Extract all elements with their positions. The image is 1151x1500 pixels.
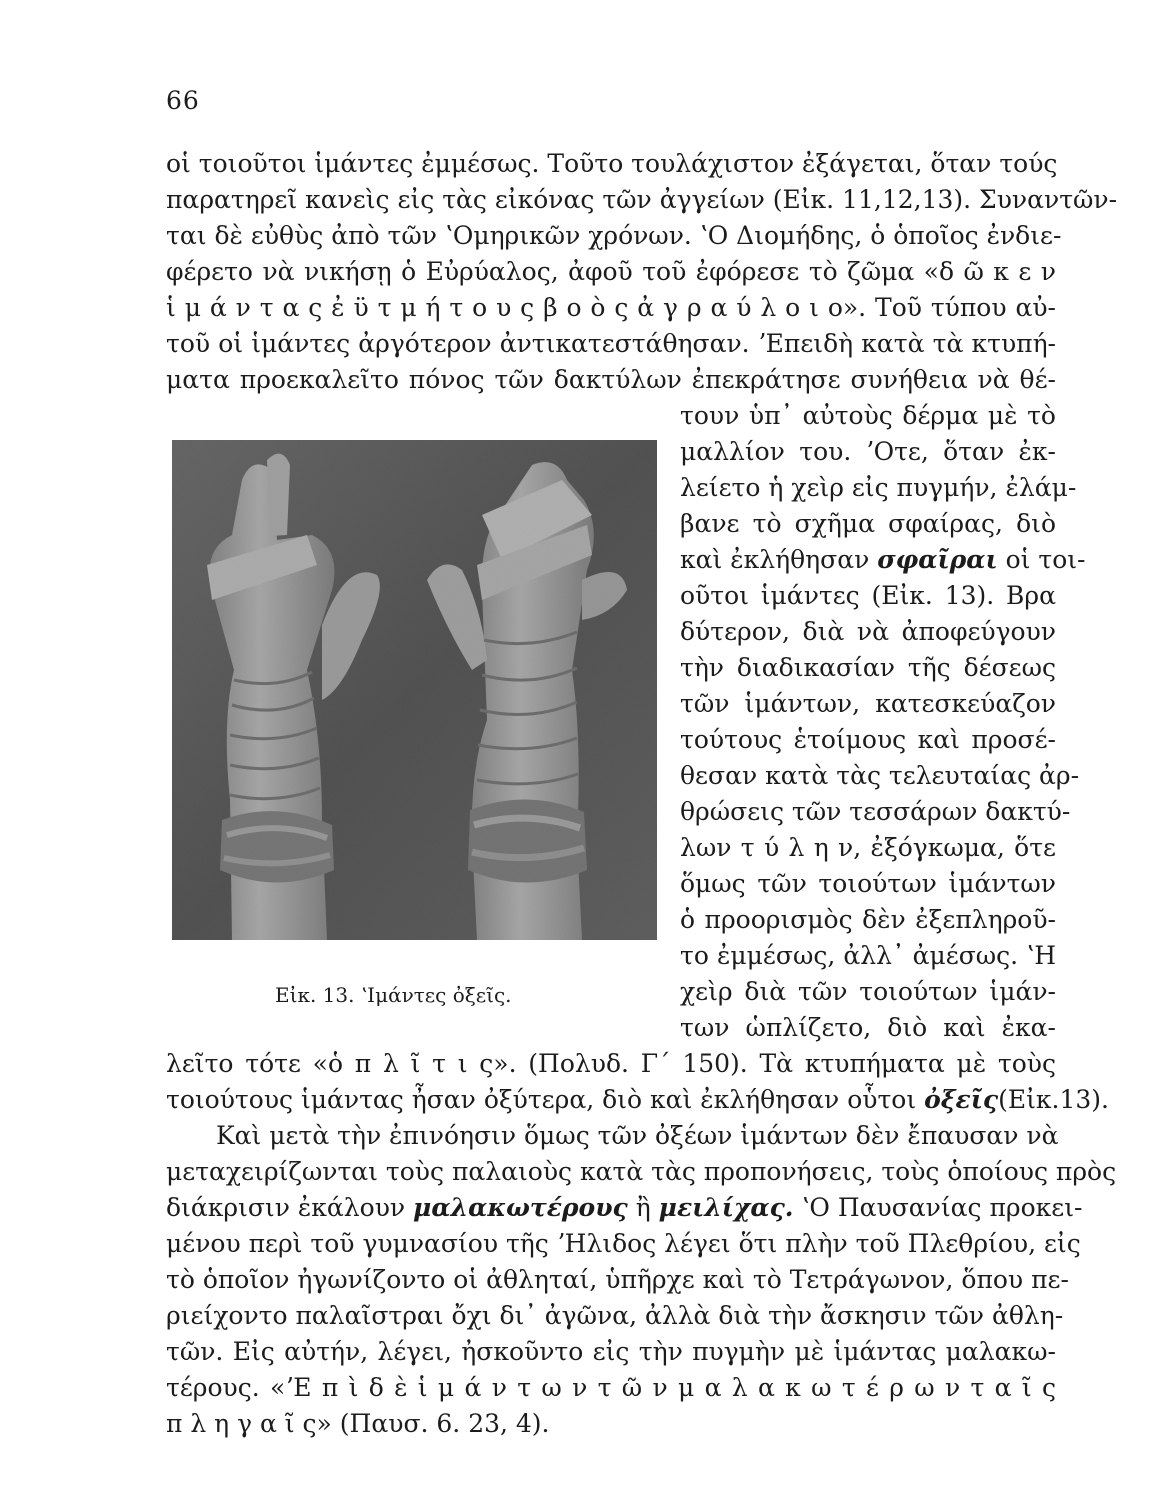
text-line: λων τ ύ λ η ν, ἐξόγκωμα, ὅτε [680, 833, 1056, 862]
text-line: οῦτοι ἱμάντες (Εἰκ. 13). Βρα [680, 581, 1056, 610]
text-line: ὁ προορισμὸς δὲν ἐξεπληροῦ- [680, 905, 1056, 934]
text-line: ριείχοντο παλαῖστραι ὄχι δι᾽ ἀγῶνα, ἀλλὰ διὰ τὴν ἄσκησιν τῶν ἀθλη- [166, 1301, 1064, 1330]
text-segment: διάκρισιν ἐκάλουν [166, 1193, 406, 1222]
figure-13 [172, 440, 657, 940]
text-line: μαλλίον του. ʼΟτε, ὅταν ἐκ- [680, 437, 1056, 466]
text-segment: καὶ ἐκλήθησαν [680, 545, 870, 574]
text-segment: οἱ τοι- [1005, 545, 1086, 574]
text-line: οἱ τοιοῦτοι ἱμάντες ἐμμέσως. Τοῦτο τουλάχιστον ἐξάγεται, ὅταν τούς [166, 149, 1058, 178]
text-line: τέρους. «ʼΕ π ὶ δ ὲ ἱ μ ά ν τ ω ν τ ῶ ν μ α λ α κ ω τ έ ρ ω ν τ α ῖ ς [166, 1373, 1056, 1402]
term-oxeis: ὀξεῖς [924, 1085, 999, 1114]
text-line: Καὶ μετὰ τὴν ἐπινόησιν ὅμως τῶν ὀξέων ἱμάντων δὲν ἔπαυσαν νὰ [216, 1121, 1059, 1150]
term-meilichas: μειλίχας. [658, 1193, 794, 1222]
text-line: θρώσεις τῶν τεσσάρων δακτύ- [680, 797, 1071, 826]
text-line: το ἐμμέσως, ἀλλ᾽ ἀμέσως. ʽΗ [680, 941, 1056, 970]
text-line: βανε τὸ σχῆμα σφαίρας, διὸ [680, 509, 1056, 538]
text-line: τὸ ὁποῖον ἠγωνίζοντο οἱ ἀθληταί, ὑπῆρχε καὶ τὸ Τετράγωνον, ὅπου πε- [166, 1265, 1069, 1294]
text-line [166, 1082, 1109, 1118]
text-line: δύτερον, διὰ νὰ ἀποφεύγουν [680, 617, 1056, 646]
page-number: 66 [166, 86, 200, 115]
text-line: τοῦ οἱ ἱμάντες ἀργότερον ἀντικατεστάθησαν. ʼΕπειδὴ κατὰ τὰ κτυπή- [166, 329, 1056, 358]
text-line: χεὶρ διὰ τῶν τοιούτων ἱμάν- [680, 977, 1056, 1006]
text-line: τουν ὑπ᾽ αὐτοὺς δέρμα μὲ τὸ [680, 401, 1056, 430]
figure-caption: Εἰκ. 13. ʽΙμάντες ὀξεῖς. [275, 983, 512, 1007]
text-line: ται δὲ εὐθὺς ἀπὸ τῶν ʽΟμηρικῶν χρόνων. ʽΟ Διομήδης, ὁ ὁποῖος ἐνδιε- [166, 221, 1062, 250]
text-line: τούτους ἑτοίμους καὶ προσέ- [680, 725, 1056, 754]
text-line: θεσαν κατὰ τὰς τελευταίας ἀρ- [680, 761, 1080, 790]
text-line: ἱ μ ά ν τ α ς ἐ ϋ τ μ ή τ ο υ ς β ο ὸ ς ἀ γ ρ α ύ λ ο ι ο». Τοῦ τύπου αὐ- [166, 293, 1056, 322]
text-line: ὅμως τῶν τοιούτων ἱμάντων [680, 869, 1056, 898]
text-line: λείετο ἡ χεὶρ εἰς πυγμήν, ἐλάμ- [680, 473, 1077, 502]
text-segment: τοιούτους ἱμάντας ἦσαν ὀξύτερα, διὸ καὶ ἐκλήθησαν οὗτοι [166, 1085, 917, 1114]
text-line [166, 1190, 1083, 1226]
text-line: των ὡπλίζετο, διὸ καὶ ἐκα- [680, 1013, 1056, 1042]
text-line: ματα προεκαλεῖτο πόνος τῶν δακτύλων ἐπεκράτησε συνήθεια νὰ θέ- [166, 365, 1056, 394]
text-line: τῶν. Εἰς αὐτήν, λέγει, ἠσκοῦντο εἰς τὴν πυγμὴν μὲ ἱμάντας μαλακω- [166, 1337, 1056, 1366]
text-line: μένου περὶ τοῦ γυμνασίου τῆς ʼΗλιδος λέγει ὅτι πλὴν τοῦ Πλεθρίου, εἰς [166, 1229, 1081, 1258]
text-line: π λ η γ α ῖ ς» (Παυσ. 6. 23, 4). [166, 1409, 550, 1438]
text-line: λεῖτο τότε «ὁ π λ ῖ τ ι ς». (Πολυδ. Γ΄ 150). Τὰ κτυπήματα μὲ τοὺς [166, 1049, 1056, 1078]
text-line [680, 542, 1086, 578]
term-sphairai: σφαῖραι [877, 545, 998, 574]
text-line: τὴν διαδικασίαν τῆς δέσεως [680, 653, 1056, 682]
text-segment: ʽΟ Παυσανίας προκει- [801, 1193, 1083, 1222]
text-segment: ἢ [635, 1193, 651, 1222]
text-line: παρατηρεῖ κανεὶς εἰς τὰς εἰκόνας τῶν ἀγγείων (Εἰκ. 11,12,13). Συναντῶν- [166, 185, 1118, 214]
text-line: φέρετο νὰ νικήσῃ ὁ Εὐρύαλος, ἀφοῦ τοῦ ἐφόρεσε τὸ ζῶμα «δ ῶ κ ε ν [166, 257, 1056, 286]
text-segment: (Εἰκ.13). [998, 1085, 1109, 1114]
text-line: τῶν ἱμάντων, κατεσκεύαζον [680, 689, 1056, 718]
term-malakoterous: μαλακωτέρους [413, 1193, 628, 1222]
figure-image [172, 440, 657, 940]
text-line: μεταχειρίζωνται τοὺς παλαιοὺς κατὰ τὰς προπονήσεις, τοὺς ὁποίους πρὸς [166, 1157, 1117, 1186]
